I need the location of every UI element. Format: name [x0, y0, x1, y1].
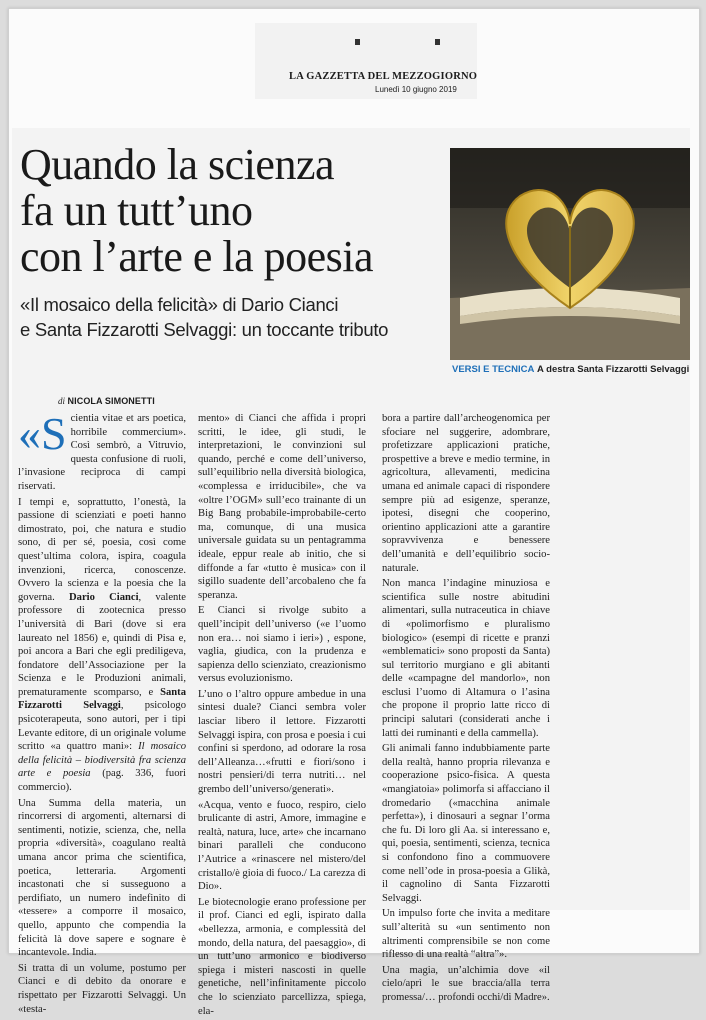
masthead-clipping: [255, 23, 477, 99]
dropcap-letter: S: [41, 408, 67, 459]
paragraph: Le biotecnologie erano professione per il prof. Cianci ed egli, ispirato dalla «bellezza, armonia, e complessità del mondo, della natura, del paesaggio», di un tutt’uno armonico e biodiverso spiega i misteri nascosti in quelle genetiche, nell’infinitamente piccolo che lo scienziato parcellizza, spiega, ela-: [198, 896, 366, 1017]
paragraph: [18, 496, 186, 795]
deck-line: «Il mosaico della felicità» di Dario Cianci: [20, 294, 339, 315]
masthead-mark: [355, 39, 360, 45]
author-name: Dario Cianci: [69, 591, 139, 603]
paragraph: bora a partire dall’archeogenomica per sfociare nel suggerire, adombrare, profetizzare applicazioni pratiche, prospettive a breve e medio termine, in agricoltura, allevamenti, medicina umana ed animale capaci di rispondere sempre più ad esigenze, speranze, ipotesi, disegni che cooperino, orientino applicazioni atte a garantire sopravvivenza e benessere dell’umanità e dell’equilibrio socio-naturale.: [382, 413, 550, 574]
byline-prefix: di: [58, 396, 66, 406]
paragraph: mento» di Cianci che affida i propri scritti, le idee, gli studi, le interpretazioni, le convinzioni sul quando, perché e come dell’universo, sull’equilibrio nella diversità biologica, «complessa e irriducibile», che va «oltre l’OGM» sull’eco trainante di un Big Bang probabile-improbabile-certo ma, comunque, di una musica universale guidata su un pentagramma ideale, eppur reale ab initio, che si diffonde a far «tutto è musica» con il sigillo suadente dell’arcobaleno che fa speranza.: [198, 413, 366, 601]
publication-date: Lunedì 10 giugno 2019: [375, 85, 457, 94]
book-heart-image: [450, 148, 690, 360]
article-column-1: [18, 408, 186, 1018]
book-heart-photo: [450, 148, 690, 360]
paragraph-text: (pag. 336, fuori commercio).: [18, 768, 186, 794]
paragraph: «Acqua, vento e fuoco, respiro, cielo brulicante di astri, Amore, immagine e realtà, natura, luce, arte» che incarnano binari paralleli che conducono l’Autrice a «rinascere nel mistero/del cristallo/è gioia di fuoco./ La carezza di Dio».: [198, 799, 366, 893]
byline: [58, 396, 155, 406]
paragraph: Una magia, un’alchimia dove «il cielo/aprì le sue braccia/alla terra promessa/… profondi occhi/di Madre».: [382, 964, 550, 1003]
article-column-3: [382, 412, 550, 1007]
photo-caption: [452, 364, 689, 375]
author-name: Santa Fizzarotti Selvaggi: [18, 686, 186, 712]
headline-line: fa un tutt’uno: [20, 186, 253, 235]
book-title: Il mosaico della felicità – biodiversità fra scienza arte e poesia: [18, 741, 186, 780]
article-headline: [20, 142, 440, 280]
paragraph-text: cientia vitae et ars poetica, horribile commercium». Così sembrò, a Vitruvio, questa confusione di ruoli, l’invasione reciproca di campi riservati.: [18, 413, 186, 492]
deck-line: e Santa Fizzarotti Selvaggi: un toccante tributo: [20, 319, 389, 340]
headline-line: con l’arte e la poesia: [20, 232, 374, 281]
paragraph-text: I tempi e, soprattutto, l’onestà, la passione di scienziati e poeti hanno dimostrato, poi, che natura e studio sono, di per sé, poesia, così come quest’ultima colora, ispira, coagula invenzioni, ricerca, conoscenze. Ovvero la scienza e la poesia che la governa.: [18, 496, 186, 603]
paragraph: Un impulso forte che invita a meditare sull’alterità su «un sentimento non altrimenti comprensibile se non come riflesso di una realtà “altra”».: [382, 908, 550, 961]
paragraph: Una Summa della materia, un rincorrersi di argomenti, alternarsi di sentimenti, notizie, scienza, che, nella propria «diversità», coagulano realtà umana ancor prima che scientifica, poetica, letteraria. Argomenti incastonati che si susseguono a perdifiato, un numero indefinito di «tessere» a comporre il mosaico, quello, appunto che compendia la felicità là dove sapere e sognare è incantevole. India.: [18, 797, 186, 959]
dropcap: [18, 408, 67, 459]
paragraph: E Cianci si rivolge subito a quell’incipit dell’universo («e l’uomo non era… noi siamo i ieri») , espone, vaglia, giudica, con la prudenza e sapienza dello scienziato, creazionismo versus evoluzionismo.: [198, 605, 366, 685]
paragraph: Si tratta di un volume, postumo per Cianci e di debito da onorare e rispettato per Fizzarotti Selvaggi. Un «testa-: [18, 962, 186, 1015]
dropcap-quote: «: [18, 408, 41, 459]
byline-author: NICOLA SIMONETTI: [67, 396, 155, 406]
caption-kicker: VERSI E TECNICA: [452, 364, 535, 375]
article-column-2: [198, 412, 366, 1020]
newspaper-name: LA GAZZETTA DEL MEZZOGIORNO: [289, 71, 478, 82]
masthead-mark: [435, 39, 440, 45]
paragraph-text: , psicologo psicoterapeuta, sono autori, per i tipi Levante editore, di un originale volume scritto «a quattro mani»:: [18, 700, 186, 753]
paragraph: L’uno o l’altro oppure ambedue in una sintesi duale? Cianci sembra voler lasciar libero il lettore. Fizzarotti Selvaggi ispira, con prosa e poesia i cui confini si sperdono, ad odorare la rosa dell’Alleanza…«frutti e fiori/sono i nostri pensieri/di terra nutriti… nel grembo dell’universo/generati».: [198, 688, 366, 796]
article-subheadline: [20, 292, 450, 342]
headline-line: Quando la scienza: [20, 140, 335, 189]
paragraph-text: , valente professore di zootecnica presso l’università di Bari (dove si era laureato nel 1856) e, quindi di Pisa e, poi ancora a Bari che egli prediligeva, fondatore dell’Associazione per la Scienza e le Produzioni animali, prematuramente scomparso, e: [18, 591, 186, 698]
paragraph: Gli animali fanno indubbiamente parte della realtà, hanno propria rilevanza e cooperazione psico-fisica. A questa «mangiatoia» polimorfa si affacciano il dromedario («macchina animale perfetta»), i dinosauri a segnar l’orma che fu. Di loro gli Aa. si interessano e, qui, poesia, sentimenti, scienza, tecnica si confondono fino a commuovere come nell’ode in prosa-poesia a Glikà, il cagnolino di Santa Fizzarotti Selvaggi.: [382, 743, 550, 904]
caption-text: A destra Santa Fizzarotti Selvaggi: [537, 364, 690, 375]
paragraph: Non manca l’indagine minuziosa e scientifica sulle nostre abitudini alimentari, sulla nutraceutica in chiave di «polimorfismo e pluralismo biologico» (esempi di ricette e pranzi «emblematici» sono proposti da Santa) sul territorio murgiano e gli abitanti delle «campagne del mandorlo», non esclusi l’uomo di Altamura o l’asina che propone il proprio latte ricco di principi salutari (considerati anche i latti dei ruminanti e della cammella).: [382, 578, 550, 739]
paragraph: [18, 408, 186, 494]
